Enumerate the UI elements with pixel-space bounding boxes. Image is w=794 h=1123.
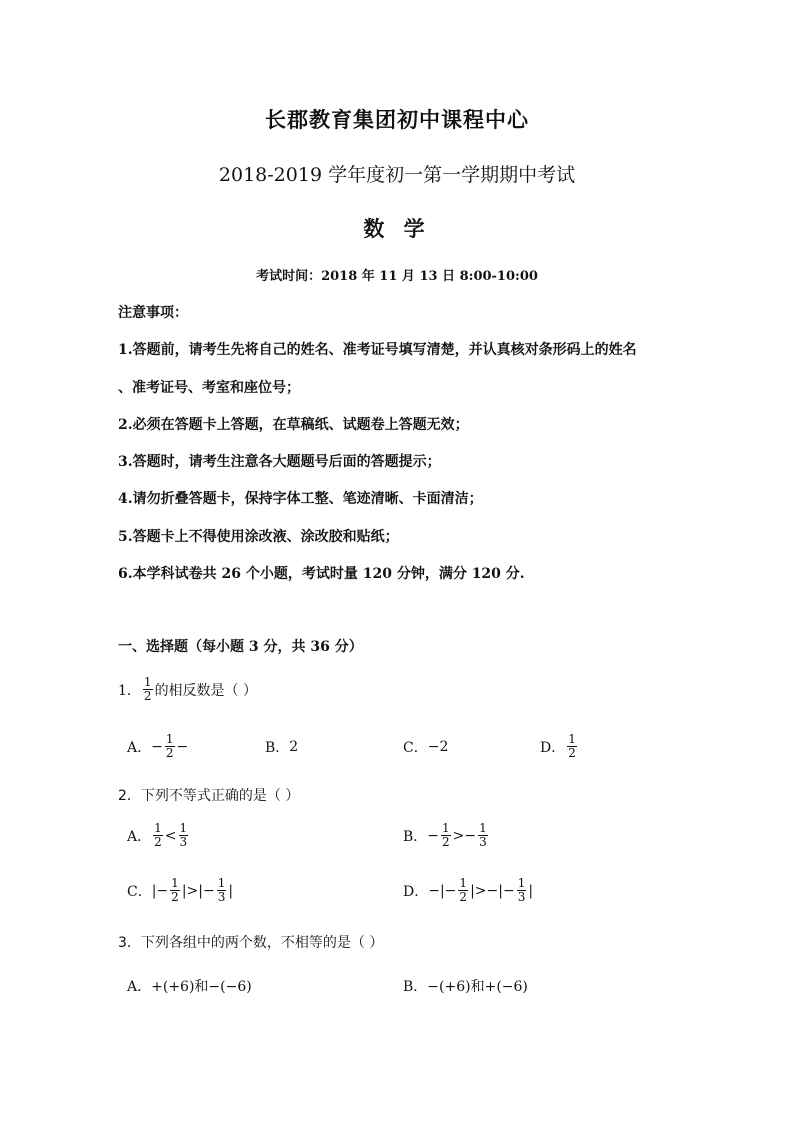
fraction xyxy=(143,676,153,703)
school-title: 长郡教育集团初中课程中心 xyxy=(265,107,529,132)
fraction xyxy=(217,877,227,904)
fraction-numerator: 1 xyxy=(179,821,188,835)
fraction xyxy=(441,822,451,849)
notice-item: 6.本学科试卷共 26 个小题，考试时量 120 分钟，满分 120 分. xyxy=(118,566,525,582)
q2-option-a[interactable] xyxy=(127,822,190,849)
fraction-numerator: 1 xyxy=(171,876,179,890)
fraction-numerator: 1 xyxy=(165,732,174,746)
fraction xyxy=(517,877,527,904)
option-text: −2 xyxy=(427,739,449,755)
q1-option-b[interactable] xyxy=(265,737,298,757)
notice-item: 4.请勿折叠答题卡，保持字体工整、笔迹清晰、卡面清洁； xyxy=(118,491,483,507)
fraction xyxy=(165,733,175,760)
fraction-denominator: 3 xyxy=(479,835,487,849)
fraction-numerator: 1 xyxy=(479,821,487,835)
option-label: B． xyxy=(403,828,428,845)
exam-time: 考试时间：2018 年 11 月 13 日 8:00-10:00 xyxy=(256,269,538,284)
option-label: B． xyxy=(265,740,290,756)
notice-item: 5.答题卡上不得使用涂改液、涂改胶和贴纸； xyxy=(118,529,399,545)
operator: < xyxy=(164,827,177,844)
fraction-numerator: 1 xyxy=(143,675,152,689)
operator: |− xyxy=(151,882,169,899)
q3-option-a[interactable] xyxy=(127,976,252,996)
fraction xyxy=(478,822,488,849)
fraction-denominator: 3 xyxy=(217,890,226,904)
option-label: B． xyxy=(403,979,428,995)
fraction-numerator: 1 xyxy=(154,821,162,835)
q2-option-b[interactable] xyxy=(403,822,490,849)
fraction-denominator: 3 xyxy=(517,890,526,904)
section-title: 一、选择题（每小题 3 分，共 36 分） xyxy=(118,639,363,655)
fraction-numerator: 1 xyxy=(517,876,526,890)
operator: >− xyxy=(452,827,477,844)
fraction-numerator: 1 xyxy=(442,821,450,835)
operator: |>−|− xyxy=(470,882,515,899)
fraction xyxy=(179,822,189,849)
question-text: 的相反数是（ ） xyxy=(154,682,258,699)
fraction xyxy=(153,822,163,849)
option-sign: − xyxy=(151,738,163,755)
fraction xyxy=(567,733,577,760)
operator: | xyxy=(228,882,234,899)
option-label: D． xyxy=(540,739,566,756)
q1-option-d[interactable] xyxy=(540,733,579,760)
option-tail: − xyxy=(176,738,189,755)
option-text: +(+6)和−(−6) xyxy=(151,979,252,995)
fraction xyxy=(170,877,180,904)
notice-item: 2.必须在答题卡上答题，在草稿纸、试题卷上答题无效； xyxy=(118,417,469,433)
fraction-denominator: 2 xyxy=(442,835,450,849)
subject-title: 数 学 xyxy=(363,216,431,241)
question-1-stem xyxy=(118,676,257,703)
option-text: 2 xyxy=(289,739,299,755)
q3-option-b[interactable] xyxy=(403,976,528,996)
option-label: D． xyxy=(403,883,429,900)
fraction-denominator: 2 xyxy=(459,890,468,904)
notice-title: 注意事项： xyxy=(118,305,188,321)
fraction xyxy=(458,877,468,904)
operator: | xyxy=(528,882,534,899)
option-text: −(+6)和+(−6) xyxy=(427,979,528,995)
fraction-numerator: 1 xyxy=(459,876,468,890)
fraction-numerator: 1 xyxy=(217,876,226,890)
q1-option-c[interactable] xyxy=(403,737,448,757)
fraction-denominator: 2 xyxy=(171,890,179,904)
operator: |>|− xyxy=(181,882,215,899)
notice-item: 3.答题时，请考生注意各大题题号后面的答题提示； xyxy=(118,454,441,470)
option-label: C． xyxy=(127,883,152,900)
fraction-numerator: 1 xyxy=(568,732,576,746)
fraction-denominator: 2 xyxy=(154,835,162,849)
option-label: A． xyxy=(127,828,152,845)
q1-option-a[interactable] xyxy=(127,733,188,760)
question-number: 1． xyxy=(118,682,141,699)
exam-title: 2018-2019 学年度初一第一学期期中考试 xyxy=(218,164,576,186)
question-3-stem: 3．下列各组中的两个数，不相等的是（ ） xyxy=(118,935,384,951)
notice-item: 、准考证号、考室和座位号； xyxy=(118,380,300,396)
option-label: A． xyxy=(127,739,152,756)
fraction-denominator: 2 xyxy=(568,746,576,760)
fraction-denominator: 2 xyxy=(165,746,174,760)
option-label: C． xyxy=(403,740,428,756)
option-label: A． xyxy=(127,979,152,995)
notice-item: 1.答题前，请考生先将自己的姓名、准考证号填写清楚，并认真核对条形码上的姓名 xyxy=(118,342,637,358)
fraction-denominator: 2 xyxy=(143,689,152,703)
q2-option-c[interactable] xyxy=(127,877,233,904)
q2-option-d[interactable] xyxy=(403,877,533,904)
fraction-denominator: 3 xyxy=(179,835,188,849)
question-2-stem: 2．下列不等式正确的是（ ） xyxy=(118,788,300,804)
operator: − xyxy=(427,827,440,844)
operator: −|− xyxy=(428,882,457,899)
